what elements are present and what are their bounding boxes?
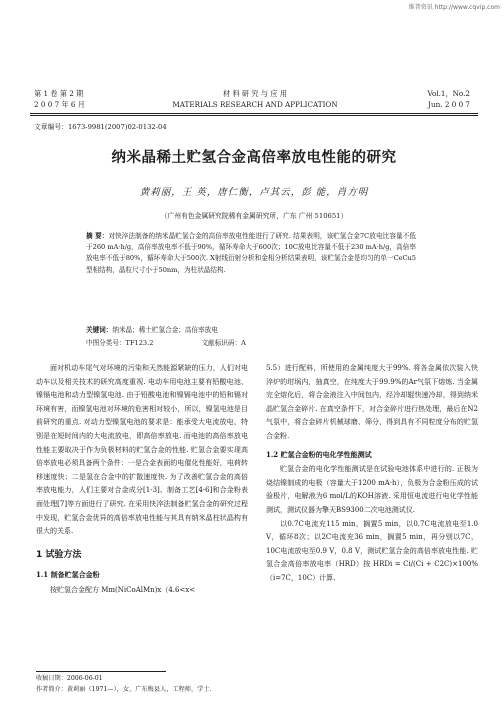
test-procedure-paragraph: 以0.7C电流充115 min，搁置5 min，以0.7C电流放电至1.0 V，循环8次；以2C电流充36 min，搁置5 min，再分别以7C，10C电流放电至0.9 V，0.8 V，测试贮氢合金的高倍率放电性能. 贮氢合金高倍率放电率（HRD）按 HRDi = Ci/(Ci + C2C)×100%（i=7C，10C）计算. <box>266 519 478 582</box>
watermark: 维普资讯 http://www.cqvip.com <box>408 4 500 11</box>
header-rule <box>30 113 478 114</box>
journal-name-en: MATERIALS RESEARCH AND APPLICATION <box>172 100 338 109</box>
intro-paragraph: 面对机动车尾气对环境的污染和天然能源紧缺的压力，人们对电动车以及相关技术的研究高度重视. 电动车用电池主要有铅酸电池、镍镉电池和动力型镍氢电池. 由于铅酸电池和镍镉电池中的铅和镉对环境有害，而镍氢电池对环境的危害相对较小，所以，镍氢电池是目前研究的重点. 对动力型镍氢电池的要求是：能承受大电流放电，特别是在短时间内的大电流放电，即高倍率放电. 而电池的高倍率放电性能主要取决于作为负极材料的贮氢合金的性能. 贮氢合金要实现高倍率放电必须具备两个条件：一是合金表面的电催化性能好，电荷转移速度快；二是氢在合金中的扩散速度快. 为了改善贮氢合金的高倍率放电能力，人们主要对合金成分[1-3]、制备工艺[4-6]和合金粉表面处理[7]等方面进行了研究. 在采用快淬法制备贮氢合金的研究过程中发现，贮氢合金优异的高倍率放电性能与其具有纳米晶柱状晶构有很大的关系. <box>36 364 248 536</box>
author-list: 黄莉丽，王 英，唐仁衡，卢其云，彭 能，肖方明 <box>139 187 369 198</box>
abstract-label: 摘 要： <box>86 232 109 240</box>
body-column-left <box>36 362 248 598</box>
journal-name-cn: 材 料 研 究 与 应 用 <box>222 89 288 98</box>
classification <box>86 337 416 347</box>
keywords-label: 关键词： <box>86 326 113 334</box>
affiliation: （广州有色金属研究院稀有金属研究所，广东 广州 510651） <box>160 212 348 220</box>
header-rule-thin <box>30 115 478 116</box>
volume-issue: 第 1 卷 第 2 期 <box>34 89 84 98</box>
abstract-text: 对快淬法制备的纳米晶贮氢合金的高倍率放电性能进行了研究. 结果表明，该贮氢合金7C放电比容量不低于260 mA·h/g，高倍率放电率不低于90%，循环寿命大于600次；10C放电比容量不低于230 mA·h/g，高倍率放电率不低于80%，循环寿命大于500次. X射线衍射分析和金相分析结果表明，该贮氢合金是均匀的单一CeCu5型相结构，晶粒尺寸小于50nm，为柱状晶结构. <box>86 232 416 274</box>
journal-issue-en <box>427 88 470 110</box>
test-setup-paragraph: 贮氢合金的电化学性能测试是在试验电池体系中进行的. 正极为烧结镍制成的电极（容量大于1200 mA·h），负极为合金粉压成的试验极片，电解液为6 mol/L的KOH溶液. 采用恒电流进行电化学性能测试，测试仪器为擎天BS9300二次电池测试仪. <box>266 465 478 514</box>
document-code: 文献标识码：A <box>201 339 246 347</box>
subsection-heading-1-1: 1.1 制备贮氢合金粉 <box>36 570 100 580</box>
section-heading-1: 1 试验方法 <box>36 549 82 560</box>
author-bio: 作者简介：黄莉丽（1971—），女，广东梅县人，工程师，学士. <box>36 686 212 693</box>
received-date: 收稿日期：2006-06-01 <box>36 675 103 682</box>
subsection-text-1-1: 按贮氢合金配方 Mm(NiCoAlMn)x（4.6<x< <box>50 585 196 594</box>
paper-title: 纳米晶稀土贮氢合金高倍率放电性能的研究 <box>111 150 397 166</box>
keywords-text: 纳米晶；稀土贮氢合金；高倍率放电 <box>112 326 218 334</box>
abstract <box>86 231 416 276</box>
clc-number: 中图分类号：TF123.2 <box>86 339 154 347</box>
paragraph-continued: 5.5）进行配料，所使用的金属纯度大于99%. 将各金属依次装入快淬炉的坩埚内，抽真空，在纯度大于99.9%的Ar气氛下熔炼. 当金属完全熔化后，将合金液注入中间包内，经冷却辊快速冷却，得到纳米晶贮氢合金碎片. 在真空条件下，对合金碎片进行热处理，最后在N2气氛中，将合金碎片机械球磨、筛分，得到具有不同粒度分布的贮氢合金粉. <box>266 364 478 440</box>
volume-issue-en: Vol.1，No.2 <box>427 89 470 98</box>
body-column-right <box>266 362 478 586</box>
keywords <box>86 324 416 334</box>
footnote-rule <box>36 671 166 672</box>
article-number: 文章编号：1673-9981(2007)02-0132-04 <box>34 123 167 131</box>
journal-issue <box>34 88 85 110</box>
publication-date: 2 0 0 7 年 6 月 <box>34 100 85 109</box>
subsection-heading-1-2: 1.2 贮氢合金粉的电化学性能测试 <box>266 449 372 459</box>
publication-date-en: Jun. 2 0 0 7 <box>428 100 470 109</box>
journal-name <box>150 88 360 110</box>
